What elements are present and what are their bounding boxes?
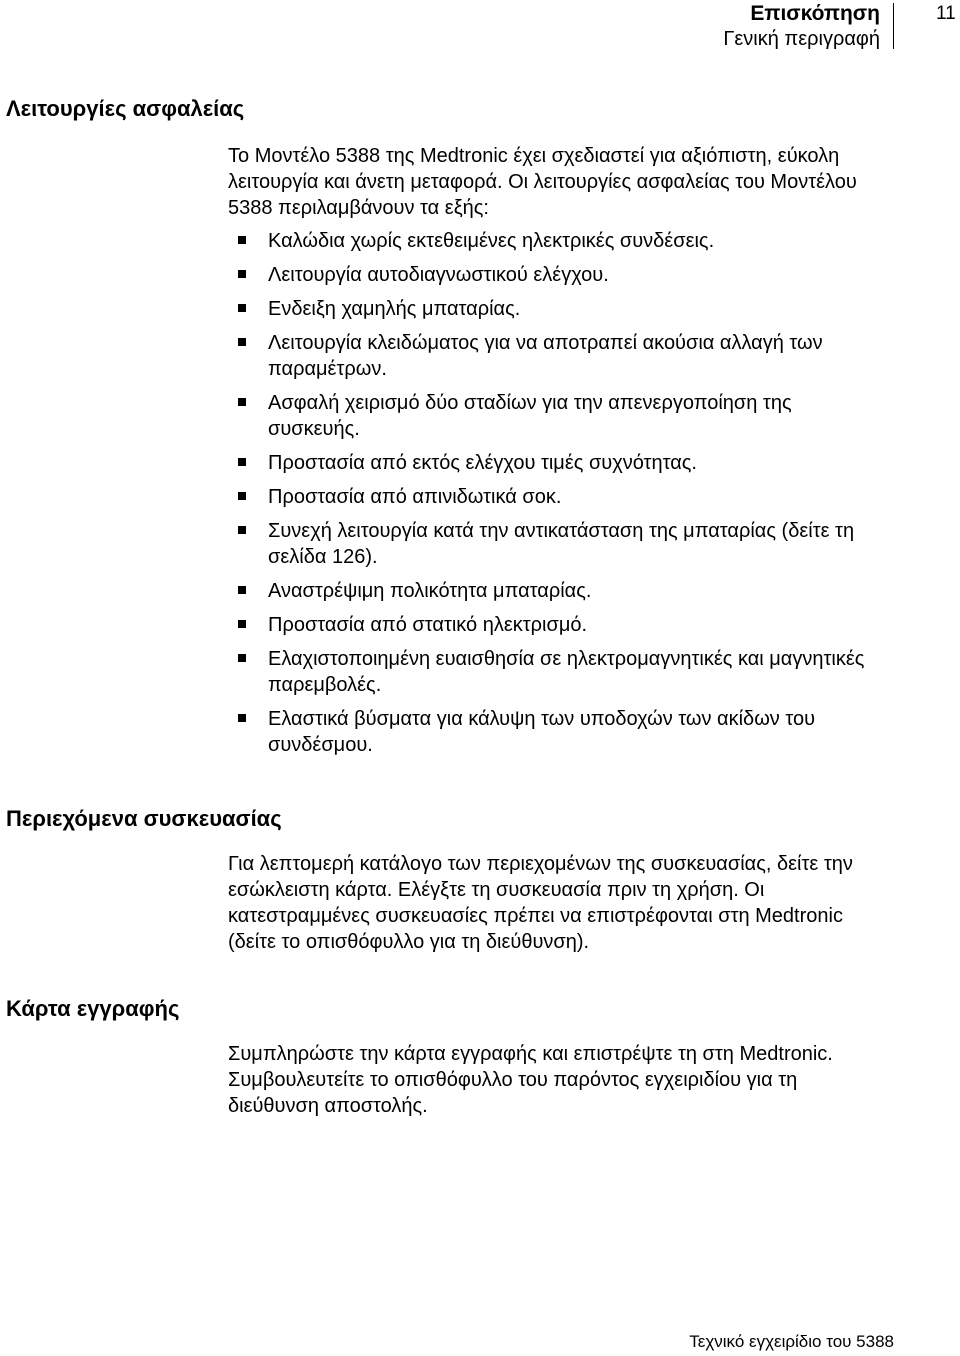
safety-feature-list [236,228,876,766]
list-item [236,578,876,604]
list-item [236,484,876,510]
footer-manual-title: Τεχνικό εγχειρίδιο του 5388 [689,1332,894,1351]
list-item-text: Προστασία από στατικό ηλεκτρισμό. [268,614,588,636]
bullet-icon [238,586,246,594]
list-item-text: Αναστρέψιμη πολικότητα μπαταρίας. [268,580,592,602]
bullet-icon [238,620,246,628]
list-item-text: Λειτουργία αυτοδιαγνωστικού ελέγχου. [268,264,609,286]
list-item [236,646,876,698]
list-item-text: Ασφαλή χειρισμό δύο σταδίων για την απενεργοποίηση της συσκευής. [268,392,792,440]
registration-heading: Κάρτα εγγραφής [6,996,180,1021]
bullet-icon [238,398,246,406]
header-divider [893,3,894,49]
bullet-icon [238,492,246,500]
bullet-icon [238,270,246,278]
list-item [236,228,876,254]
list-item [236,390,876,442]
page-number: 11 [936,3,956,24]
list-item-text: Ενδειξη χαμηλής μπαταρίας. [268,298,521,320]
safety-intro: Το Μοντέλο 5388 της Medtronic έχει σχεδιαστεί για αξιόπιστη, εύκολη λειτουργία και άνετη μεταφορά. Οι λειτουργίες ασφαλείας του Μοντέλου 5388 περιλαμβάνουν τα εξής: [228,145,857,219]
package-text: Για λεπτομερή κατάλογο των περιεχομένων της συσκευασίας, δείτε την εσώκλειστη κάρτα. Ελέγξτε τη συσκευασία πριν τη χρήση. Οι κατεστραμμένες συσκευασίες πρέπει να επιστρέφονται στη Medtronic (δείτε το οπισθόφυλλο για τη διεύθυνση). [228,853,853,953]
bullet-icon [238,654,246,662]
list-item [236,450,876,476]
list-item-text: Καλώδια χωρίς εκτεθειμένες ηλεκτρικές συνδέσεις. [268,230,715,252]
bullet-icon [238,304,246,312]
list-item-text: Προστασία από εκτός ελέγχου τιμές συχνότητας. [268,452,697,474]
list-item-text: Ελαστικά βύσματα για κάλυψη των υποδοχών των ακίδων του συνδέσμου. [268,708,816,756]
bullet-icon [238,338,246,346]
list-item [236,262,876,288]
list-item [236,612,876,638]
header-subtitle: Γενική περιγραφή [723,28,880,50]
registration-text: Συμπληρώστε την κάρτα εγγραφής και επιστρέψτε τη στη Medtronic. Συμβουλευτείτε το οπισθόφυλλο του παρόντος εγχειριδίου για τη διεύθυνση αποστολής. [228,1043,833,1117]
list-item [236,706,876,758]
safety-heading: Λειτουργίες ασφαλείας [6,96,245,121]
package-heading: Περιεχόμενα συσκευασίας [6,806,282,831]
list-item-text: Λειτουργία κλειδώματος για να αποτραπεί ακούσια αλλαγή των παραμέτρων. [268,332,823,380]
list-item [236,518,876,570]
list-item-text: Προστασία από απινιδωτικά σοκ. [268,486,562,508]
list-item [236,330,876,382]
list-item [236,296,876,322]
list-item-text: Συνεχή λειτουργία κατά την αντικατάσταση της μπαταρίας (δείτε τη σελίδα 126). [268,520,855,568]
header-title: Επισκόπηση [750,2,880,25]
list-item-text: Ελαχιστοποιημένη ευαισθησία σε ηλεκτρομαγνητικές και μαγνητικές παρεμβολές. [268,648,865,696]
bullet-icon [238,526,246,534]
bullet-icon [238,714,246,722]
bullet-icon [238,458,246,466]
bullet-icon [238,236,246,244]
